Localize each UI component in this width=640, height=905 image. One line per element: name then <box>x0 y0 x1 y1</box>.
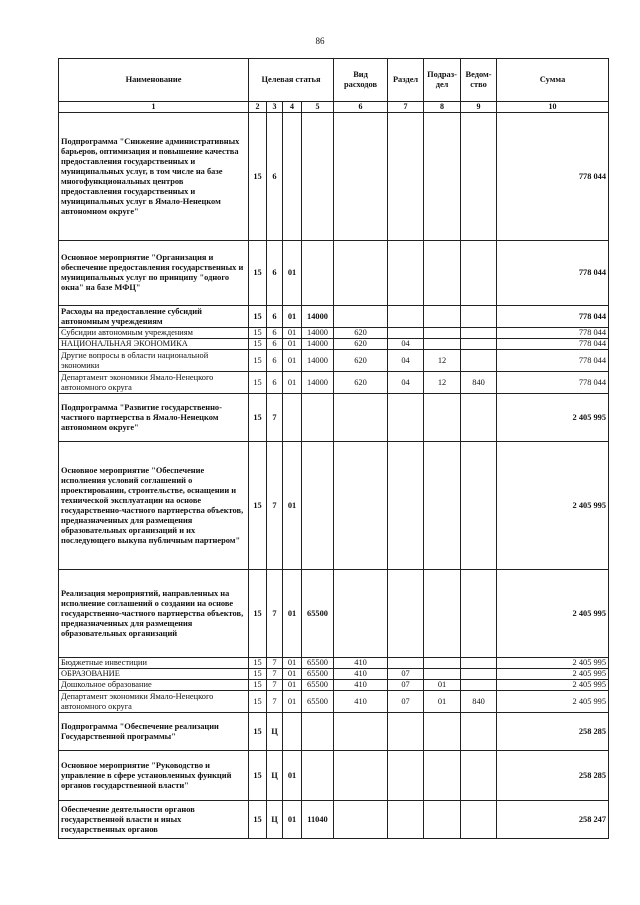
subsection-code: 12 <box>424 372 461 394</box>
department-code <box>461 328 497 339</box>
target-code-4: 65500 <box>302 658 334 669</box>
header-subsection: Подраз-дел <box>424 59 461 102</box>
row-name: Субсидии автономным учреждениям <box>59 328 249 339</box>
target-code-1: 15 <box>249 658 267 669</box>
row-sum: 778 044 <box>497 350 609 372</box>
target-code-2: 6 <box>267 339 283 350</box>
column-number: 6 <box>334 102 388 113</box>
target-code-1: 15 <box>249 241 267 306</box>
department-code <box>461 241 497 306</box>
row-sum: 2 405 995 <box>497 570 609 658</box>
target-code-1: 15 <box>249 350 267 372</box>
subsection-code <box>424 570 461 658</box>
target-code-2: 6 <box>267 113 283 241</box>
target-code-4: 65500 <box>302 680 334 691</box>
target-code-4 <box>302 713 334 751</box>
subsection-code <box>424 658 461 669</box>
column-number: 5 <box>302 102 334 113</box>
subsection-code <box>424 442 461 570</box>
target-code-3: 01 <box>283 306 302 328</box>
target-code-1: 15 <box>249 372 267 394</box>
row-sum: 778 044 <box>497 113 609 241</box>
row-sum: 778 044 <box>497 339 609 350</box>
table-row <box>59 113 609 241</box>
target-code-3: 01 <box>283 570 302 658</box>
expense-type-code: 410 <box>334 658 388 669</box>
subsection-code: 01 <box>424 680 461 691</box>
row-sum: 2 405 995 <box>497 394 609 442</box>
row-name: Бюджетные инвестиции <box>59 658 249 669</box>
row-sum: 258 285 <box>497 751 609 801</box>
target-code-2: 7 <box>267 394 283 442</box>
table-body <box>59 113 609 839</box>
row-name: Обеспечение деятельности органов государственной власти и иных государственных органов <box>59 801 249 839</box>
row-name: Подпрограмма "Развитие государственно-частного партнерства в Ямало-Ненецком автономном округе" <box>59 394 249 442</box>
department-code: 840 <box>461 691 497 713</box>
section-code <box>388 751 424 801</box>
row-name: Расходы на предоставление субсидий автономным учреждениям <box>59 306 249 328</box>
target-code-3 <box>283 713 302 751</box>
section-code <box>388 713 424 751</box>
table-row <box>59 658 609 669</box>
table-row <box>59 801 609 839</box>
expense-type-code: 620 <box>334 339 388 350</box>
table-row <box>59 241 609 306</box>
table-row <box>59 394 609 442</box>
table-row <box>59 372 609 394</box>
table-row <box>59 691 609 713</box>
target-code-2: 6 <box>267 306 283 328</box>
table-row <box>59 669 609 680</box>
row-name: Основное мероприятие "Руководство и управление в сфере установленных функций органов государственной власти" <box>59 751 249 801</box>
target-code-3 <box>283 113 302 241</box>
section-code <box>388 442 424 570</box>
subsection-code <box>424 339 461 350</box>
table-row <box>59 751 609 801</box>
subsection-code <box>424 751 461 801</box>
department-code <box>461 339 497 350</box>
subsection-code <box>424 113 461 241</box>
subsection-code: 12 <box>424 350 461 372</box>
target-code-2: 7 <box>267 442 283 570</box>
row-sum: 2 405 995 <box>497 680 609 691</box>
subsection-code <box>424 306 461 328</box>
column-number: 9 <box>461 102 497 113</box>
expense-type-code <box>334 442 388 570</box>
table-row <box>59 328 609 339</box>
expense-type-code: 620 <box>334 328 388 339</box>
section-code <box>388 394 424 442</box>
header-section: Раздел <box>388 59 424 102</box>
target-code-4 <box>302 394 334 442</box>
target-code-4: 14000 <box>302 339 334 350</box>
department-code <box>461 751 497 801</box>
expense-type-code <box>334 713 388 751</box>
target-code-4 <box>302 751 334 801</box>
department-code <box>461 442 497 570</box>
target-code-1: 15 <box>249 394 267 442</box>
section-code <box>388 306 424 328</box>
row-sum: 2 405 995 <box>497 442 609 570</box>
row-name: Департамент экономики Ямало-Ненецкого автономного округа <box>59 372 249 394</box>
expense-type-code: 620 <box>334 350 388 372</box>
row-sum: 2 405 995 <box>497 658 609 669</box>
department-code: 840 <box>461 372 497 394</box>
row-name: Реализация мероприятий, направленных на исполнение соглашений о создании на основе государственно-частного партнерства объектов, предназначенных для размещения образовательных организаций <box>59 570 249 658</box>
target-code-3: 01 <box>283 669 302 680</box>
header-department: Ведом-ство <box>461 59 497 102</box>
header-name: Наименование <box>59 59 249 102</box>
subsection-code <box>424 713 461 751</box>
target-code-2: Ц <box>267 713 283 751</box>
target-code-1: 15 <box>249 691 267 713</box>
department-code <box>461 113 497 241</box>
subsection-code <box>424 241 461 306</box>
row-name: Подпрограмма "Обеспечение реализации Государственной программы" <box>59 713 249 751</box>
row-sum: 778 044 <box>497 241 609 306</box>
expense-type-code <box>334 394 388 442</box>
table-row <box>59 350 609 372</box>
row-name: Основное мероприятие "Обеспечение исполнения условий соглашений о проектировании, строительстве, оснащении и технической эксплуатации на основе государственно-частного партнерства объектов, предназначенных для размещения образовательных организаций и их последующего выкупа публичным партнером" <box>59 442 249 570</box>
target-code-2: 6 <box>267 328 283 339</box>
budget-table <box>58 58 609 839</box>
target-code-3: 01 <box>283 658 302 669</box>
target-code-4: 65500 <box>302 669 334 680</box>
section-code <box>388 328 424 339</box>
subsection-code <box>424 669 461 680</box>
target-code-2: 7 <box>267 691 283 713</box>
target-code-3: 01 <box>283 328 302 339</box>
expense-type-code <box>334 241 388 306</box>
department-code <box>461 669 497 680</box>
section-code <box>388 658 424 669</box>
target-code-4: 65500 <box>302 570 334 658</box>
row-sum: 2 405 995 <box>497 691 609 713</box>
target-code-4 <box>302 241 334 306</box>
department-code <box>461 306 497 328</box>
column-number: 7 <box>388 102 424 113</box>
section-code <box>388 241 424 306</box>
row-name: Дошкольное образование <box>59 680 249 691</box>
target-code-2: 6 <box>267 350 283 372</box>
section-code <box>388 801 424 839</box>
target-code-2: 7 <box>267 658 283 669</box>
row-sum: 778 044 <box>497 328 609 339</box>
subsection-code <box>424 801 461 839</box>
target-code-4: 65500 <box>302 691 334 713</box>
department-code <box>461 801 497 839</box>
target-code-1: 15 <box>249 680 267 691</box>
target-code-3: 01 <box>283 680 302 691</box>
section-code: 04 <box>388 350 424 372</box>
target-code-3: 01 <box>283 751 302 801</box>
target-code-1: 15 <box>249 751 267 801</box>
table-row <box>59 442 609 570</box>
section-code: 07 <box>388 680 424 691</box>
target-code-3: 01 <box>283 691 302 713</box>
target-code-4: 14000 <box>302 306 334 328</box>
expense-type-code <box>334 306 388 328</box>
expense-type-code: 620 <box>334 372 388 394</box>
expense-type-code <box>334 801 388 839</box>
page-number: 86 <box>315 36 325 46</box>
target-code-3: 01 <box>283 339 302 350</box>
target-code-2: 7 <box>267 680 283 691</box>
header-target: Целевая статья <box>249 59 334 102</box>
row-sum: 258 247 <box>497 801 609 839</box>
department-code <box>461 350 497 372</box>
row-name: НАЦИОНАЛЬНАЯ ЭКОНОМИКА <box>59 339 249 350</box>
target-code-3: 01 <box>283 350 302 372</box>
target-code-1: 15 <box>249 339 267 350</box>
target-code-1: 15 <box>249 570 267 658</box>
target-code-4: 14000 <box>302 328 334 339</box>
column-number: 4 <box>283 102 302 113</box>
expense-type-code <box>334 113 388 241</box>
table-row <box>59 306 609 328</box>
subsection-code <box>424 328 461 339</box>
target-code-4: 11040 <box>302 801 334 839</box>
target-code-4: 14000 <box>302 372 334 394</box>
section-code <box>388 570 424 658</box>
row-sum: 778 044 <box>497 372 609 394</box>
row-name: Другие вопросы в области национальной экономики <box>59 350 249 372</box>
target-code-2: 7 <box>267 669 283 680</box>
table-row <box>59 339 609 350</box>
department-code <box>461 570 497 658</box>
section-code <box>388 113 424 241</box>
target-code-3: 01 <box>283 372 302 394</box>
subsection-code <box>424 394 461 442</box>
target-code-1: 15 <box>249 801 267 839</box>
target-code-4 <box>302 442 334 570</box>
column-number: 8 <box>424 102 461 113</box>
header-row <box>59 59 609 102</box>
row-name: ОБРАЗОВАНИЕ <box>59 669 249 680</box>
target-code-2: Ц <box>267 801 283 839</box>
department-code <box>461 713 497 751</box>
target-code-4 <box>302 113 334 241</box>
header-expense-type: Вид расходов <box>334 59 388 102</box>
subsection-code: 01 <box>424 691 461 713</box>
target-code-2: Ц <box>267 751 283 801</box>
table-row <box>59 713 609 751</box>
target-code-4: 14000 <box>302 350 334 372</box>
row-sum: 258 285 <box>497 713 609 751</box>
target-code-2: 6 <box>267 241 283 306</box>
row-sum: 778 044 <box>497 306 609 328</box>
department-code <box>461 394 497 442</box>
expense-type-code <box>334 751 388 801</box>
column-number: 10 <box>497 102 609 113</box>
row-name: Основное мероприятие "Организация и обеспечение предоставления государственных и муниципальных услуг по принципу "одного окна" на базе МФЦ" <box>59 241 249 306</box>
table-row <box>59 570 609 658</box>
section-code: 07 <box>388 691 424 713</box>
section-code: 04 <box>388 372 424 394</box>
expense-type-code: 410 <box>334 669 388 680</box>
section-code: 04 <box>388 339 424 350</box>
target-code-2: 7 <box>267 570 283 658</box>
row-name: Департамент экономики Ямало-Ненецкого автономного округа <box>59 691 249 713</box>
target-code-2: 6 <box>267 372 283 394</box>
target-code-1: 15 <box>249 713 267 751</box>
section-code: 07 <box>388 669 424 680</box>
department-code <box>461 680 497 691</box>
expense-type-code: 410 <box>334 680 388 691</box>
target-code-1: 15 <box>249 306 267 328</box>
target-code-1: 15 <box>249 669 267 680</box>
target-code-1: 15 <box>249 328 267 339</box>
row-sum: 2 405 995 <box>497 669 609 680</box>
expense-type-code <box>334 570 388 658</box>
department-code <box>461 658 497 669</box>
column-number: 1 <box>59 102 249 113</box>
expense-type-code: 410 <box>334 691 388 713</box>
row-name: Подпрограмма "Снижение административных барьеров, оптимизация и повышение качества предоставления государственных и муниципальных услуг, в том числе на базе многофункциональных центров предоставления государственных и муниципальных услуг в Ямало-Ненецком автономном округе" <box>59 113 249 241</box>
column-number-row <box>59 102 609 113</box>
header-sum: Сумма <box>497 59 609 102</box>
target-code-3: 01 <box>283 241 302 306</box>
target-code-1: 15 <box>249 113 267 241</box>
target-code-1: 15 <box>249 442 267 570</box>
target-code-3 <box>283 394 302 442</box>
column-number: 2 <box>249 102 267 113</box>
target-code-3: 01 <box>283 801 302 839</box>
target-code-3: 01 <box>283 442 302 570</box>
column-number: 3 <box>267 102 283 113</box>
table-row <box>59 680 609 691</box>
